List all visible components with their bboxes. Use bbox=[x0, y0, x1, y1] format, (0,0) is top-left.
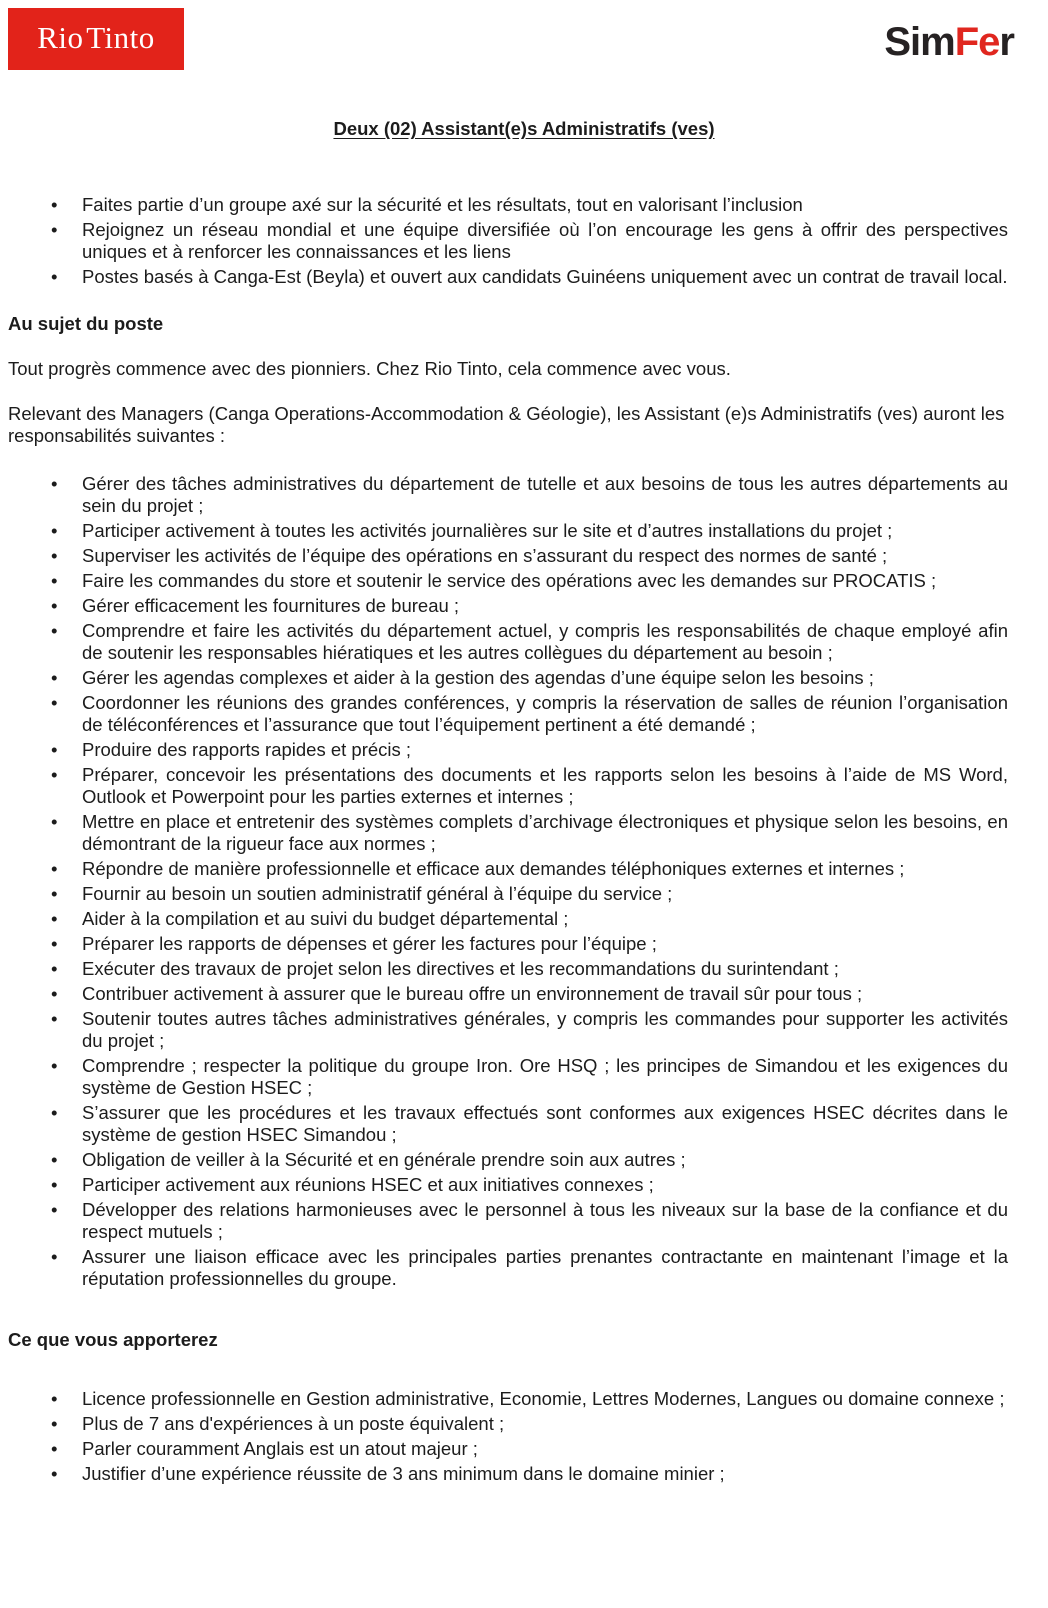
rio-tinto-logo-text: Rio Tinto bbox=[37, 20, 155, 55]
list-item: • Faites partie d’un groupe axé sur la sécurité et les résultats, tout en valorisant l’inclusion bbox=[82, 194, 1008, 216]
list-item: • Soutenir toutes autres tâches administratives générales, y compris les commandes pour supporter les activités du projet ; bbox=[82, 1008, 1008, 1052]
simfer-logo-prefix: Sim bbox=[884, 20, 955, 64]
list-item: • S’assurer que les procédures et les travaux effectués sont conformes aux exigences HSEC décrites dans le système de gestion HSEC Simandou ; bbox=[82, 1102, 1008, 1146]
list-item: • Gérer les agendas complexes et aider à la gestion des agendas d’une équipe selon les besoins ; bbox=[82, 667, 1008, 689]
about-section-heading: Au sujet du poste bbox=[8, 313, 164, 334]
list-item: • Préparer, concevoir les présentations des documents et les rapports selon les besoins à l’aide de MS Word, Outlook et Powerpoint pour les parties externes et internes ; bbox=[82, 764, 1008, 808]
document-header bbox=[8, 8, 1040, 72]
list-item: • Exécuter des travaux de projet selon les directives et les recommandations du surintendant ; bbox=[82, 958, 1008, 980]
list-item: • Participer activement à toutes les activités journalières sur le site et d’autres installations du projet ; bbox=[82, 520, 1008, 542]
list-item: • Faire les commandes du store et soutenir le service des opérations avec les demandes sur PROCATIS ; bbox=[82, 570, 1008, 592]
list-item: • Développer des relations harmonieuses avec le personnel à tous les niveaux sur la base de la confiance et du respect mutuels ; bbox=[82, 1199, 1008, 1243]
list-item: • Participer activement aux réunions HSEC et aux initiatives connexes ; bbox=[82, 1174, 1008, 1196]
list-item: • Fournir au besoin un soutien administratif général à l’équipe du service ; bbox=[82, 883, 1008, 905]
list-item: • Gérer efficacement les fournitures de bureau ; bbox=[82, 595, 1008, 617]
list-item: • Répondre de manière professionnelle et efficace aux demandes téléphoniques externes et internes ; bbox=[82, 858, 1008, 880]
job-title: Deux (02) Assistant(e)s Administratifs (ves) bbox=[333, 118, 715, 139]
simfer-logo-suffix: r bbox=[999, 20, 1014, 64]
responsibilities-bullet-list bbox=[8, 473, 1040, 1290]
list-item: • Comprendre et faire les activités du département actuel, y compris les responsabilités de chaque employé afin de soutenir les responsables hiératiques et les autres collègues du département au besoin ; bbox=[82, 620, 1008, 664]
list-item: • Parler couramment Anglais est un atout majeur ; bbox=[82, 1438, 1008, 1460]
simfer-logo-highlight: Fe bbox=[954, 20, 1000, 64]
list-item: • Contribuer activement à assurer que le bureau offre un environnement de travail sûr pour tous ; bbox=[82, 983, 1008, 1005]
list-item: • Obligation de veiller à la Sécurité et en générale prendre soin aux autres ; bbox=[82, 1149, 1008, 1171]
requirements-bullet-list bbox=[8, 1388, 1040, 1485]
list-item: • Postes basés à Canga-Est (Beyla) et ouvert aux candidats Guinéens uniquement avec un contrat de travail local. bbox=[82, 266, 1008, 288]
bring-section-heading: Ce que vous apporterez bbox=[8, 1329, 218, 1350]
list-item: • Aider à la compilation et au suivi du budget départemental ; bbox=[82, 908, 1008, 930]
list-item: • Gérer des tâches administratives du département de tutelle et aux besoins de tous les autres départements au sein du projet ; bbox=[82, 473, 1008, 517]
intro-bullet-list bbox=[8, 194, 1040, 288]
simfer-logo bbox=[884, 22, 1014, 62]
pioneers-paragraph: Tout progrès commence avec des pionniers. Chez Rio Tinto, cela commence avec vous. bbox=[8, 358, 731, 379]
rio-tinto-logo bbox=[8, 8, 184, 70]
list-item: • Comprendre ; respecter la politique du groupe Iron. Ore HSQ ; les principes de Simandou et les exigences du système de Gestion HSEC ; bbox=[82, 1055, 1008, 1099]
list-item: • Superviser les activités de l’équipe des opérations en s’assurant du respect des normes de santé ; bbox=[82, 545, 1008, 567]
reporting-paragraph: Relevant des Managers (Canga Operations-Accommodation & Géologie), les Assistant (e)s Administratifs (ves) auront les responsabilités suivantes : bbox=[8, 403, 1005, 446]
list-item: • Justifier d’une expérience réussite de 3 ans minimum dans le domaine minier ; bbox=[82, 1463, 1008, 1485]
list-item: • Produire des rapports rapides et précis ; bbox=[82, 739, 1008, 761]
list-item: • Préparer les rapports de dépenses et gérer les factures pour l’équipe ; bbox=[82, 933, 1008, 955]
list-item: • Assurer une liaison efficace avec les principales parties prenantes contractante en maintenant l’image et la réputation professionnelles du groupe. bbox=[82, 1246, 1008, 1290]
list-item: • Licence professionnelle en Gestion administrative, Economie, Lettres Modernes, Langues ou domaine connexe ; bbox=[82, 1388, 1008, 1410]
list-item: • Coordonner les réunions des grandes conférences, y compris la réservation de salles de réunion l’organisation de téléconférences et l’assurance que tout l’équipement pertinent a été demandé ; bbox=[82, 692, 1008, 736]
list-item: • Plus de 7 ans d'expériences à un poste équivalent ; bbox=[82, 1413, 1008, 1435]
list-item: • Rejoignez un réseau mondial et une équipe diversifiée où l’on encourage les gens à offrir des perspectives uniques et à renforcer les connaissances et les liens bbox=[82, 219, 1008, 263]
list-item: • Mettre en place et entretenir des systèmes complets d’archivage électroniques et physique selon les besoins, en démontrant de la rigueur face aux normes ; bbox=[82, 811, 1008, 855]
